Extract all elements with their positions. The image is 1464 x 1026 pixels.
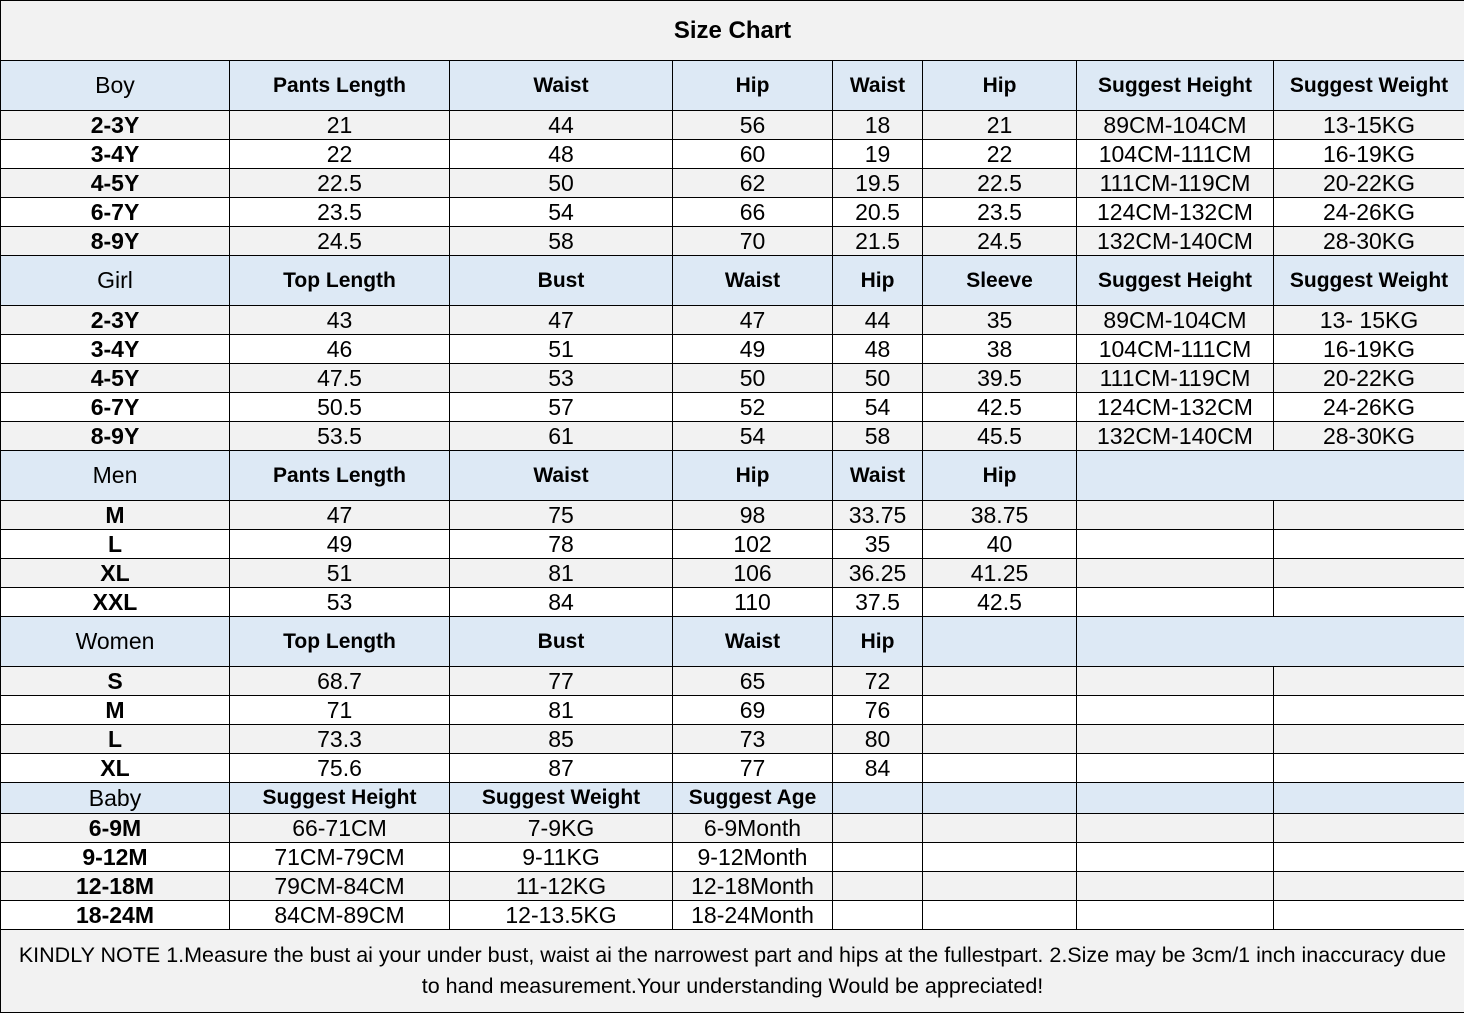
table-cell <box>923 814 1077 843</box>
table-cell: 73 <box>673 725 833 754</box>
table-cell <box>1274 814 1464 843</box>
table-cell: 37.5 <box>833 588 923 617</box>
table-cell: 44 <box>450 111 673 140</box>
table-row <box>1 393 1464 422</box>
size-label: 6-9M <box>1 814 230 843</box>
table-cell <box>1274 725 1464 754</box>
column-header: Bust <box>450 256 673 306</box>
column-header: Suggest Weight <box>450 783 673 814</box>
table-cell <box>1077 754 1274 783</box>
table-row <box>1 667 1464 696</box>
table-cell: 73.3 <box>230 725 450 754</box>
size-label: M <box>1 501 230 530</box>
table-cell <box>833 814 923 843</box>
table-cell: 22 <box>923 140 1077 169</box>
table-cell <box>1274 559 1464 588</box>
table-cell: 104CM-111CM <box>1077 140 1274 169</box>
section-header-row <box>1 256 1464 306</box>
table-cell <box>1077 501 1274 530</box>
table-cell: 35 <box>923 306 1077 335</box>
table-cell: 89CM-104CM <box>1077 306 1274 335</box>
table-cell: 66 <box>673 198 833 227</box>
table-cell: 49 <box>673 335 833 364</box>
table-cell: 54 <box>450 198 673 227</box>
column-header: Hip <box>673 61 833 111</box>
column-header <box>923 783 1077 814</box>
table-cell: 71CM-79CM <box>230 843 450 872</box>
size-label: 18-24M <box>1 901 230 930</box>
table-cell: 84 <box>450 588 673 617</box>
table-cell: 50 <box>833 364 923 393</box>
table-cell: 80 <box>833 725 923 754</box>
table-cell <box>833 901 923 930</box>
table-cell: 68.7 <box>230 667 450 696</box>
column-header: Pants Length <box>230 451 450 501</box>
table-cell <box>1077 696 1274 725</box>
table-cell: 40 <box>923 530 1077 559</box>
table-cell: 77 <box>450 667 673 696</box>
table-cell <box>923 667 1077 696</box>
table-cell: 33.75 <box>833 501 923 530</box>
table-cell: 66-71CM <box>230 814 450 843</box>
table-cell: 18 <box>833 111 923 140</box>
column-header: Sleeve <box>923 256 1077 306</box>
column-header: Hip <box>923 451 1077 501</box>
size-label: XL <box>1 754 230 783</box>
table-cell: 23.5 <box>230 198 450 227</box>
table-cell: 24-26KG <box>1274 198 1464 227</box>
size-label: 6-7Y <box>1 393 230 422</box>
column-header: Waist <box>673 256 833 306</box>
table-cell: 23.5 <box>923 198 1077 227</box>
table-cell <box>833 843 923 872</box>
table-cell: 21.5 <box>833 227 923 256</box>
column-header: Waist <box>673 617 833 667</box>
column-header: Waist <box>450 451 673 501</box>
table-cell: 46 <box>230 335 450 364</box>
column-header: Waist <box>833 451 923 501</box>
table-cell <box>923 725 1077 754</box>
table-cell <box>1077 725 1274 754</box>
table-cell: 42.5 <box>923 393 1077 422</box>
size-label: L <box>1 725 230 754</box>
size-label: XXL <box>1 588 230 617</box>
table-cell: 111CM-119CM <box>1077 169 1274 198</box>
table-cell: 12-13.5KG <box>450 901 673 930</box>
column-header <box>1274 783 1464 814</box>
table-cell: 18-24Month <box>673 901 833 930</box>
table-cell: 104CM-111CM <box>1077 335 1274 364</box>
table-cell <box>1077 814 1274 843</box>
table-row <box>1 111 1464 140</box>
table-cell <box>1077 843 1274 872</box>
table-row <box>1 696 1464 725</box>
table-cell: 21 <box>923 111 1077 140</box>
table-cell: 51 <box>230 559 450 588</box>
column-header: Top Length <box>230 617 450 667</box>
table-cell: 16-19KG <box>1274 140 1464 169</box>
table-cell: 47 <box>230 501 450 530</box>
table-cell: 57 <box>450 393 673 422</box>
table-cell: 38 <box>923 335 1077 364</box>
table-cell: 45.5 <box>923 422 1077 451</box>
column-header: Suggest Age <box>673 783 833 814</box>
table-cell: 81 <box>450 696 673 725</box>
column-header: Suggest Height <box>230 783 450 814</box>
size-label: M <box>1 696 230 725</box>
table-cell: 56 <box>673 111 833 140</box>
column-header: Suggest Weight <box>1274 61 1464 111</box>
table-cell: 75.6 <box>230 754 450 783</box>
column-header: Hip <box>833 617 923 667</box>
table-cell: 22 <box>230 140 450 169</box>
section-title: Baby <box>1 783 230 814</box>
table-cell: 36.25 <box>833 559 923 588</box>
table-cell: 49 <box>230 530 450 559</box>
table-cell: 111CM-119CM <box>1077 364 1274 393</box>
section-header-row <box>1 61 1464 111</box>
table-cell: 38.75 <box>923 501 1077 530</box>
table-cell: 13-15KG <box>1274 111 1464 140</box>
table-cell <box>1274 530 1464 559</box>
table-cell: 69 <box>673 696 833 725</box>
table-cell: 50 <box>450 169 673 198</box>
table-cell: 35 <box>833 530 923 559</box>
column-header: Hip <box>923 61 1077 111</box>
table-cell: 24.5 <box>230 227 450 256</box>
column-header <box>1077 451 1464 501</box>
table-cell: 7-9KG <box>450 814 673 843</box>
table-cell: 98 <box>673 501 833 530</box>
table-cell: 13- 15KG <box>1274 306 1464 335</box>
table-cell: 9-11KG <box>450 843 673 872</box>
table-cell: 54 <box>833 393 923 422</box>
table-cell: 39.5 <box>923 364 1077 393</box>
table-cell <box>923 872 1077 901</box>
table-cell: 11-12KG <box>450 872 673 901</box>
table-cell: 60 <box>673 140 833 169</box>
table-cell: 20-22KG <box>1274 169 1464 198</box>
column-header: Suggest Height <box>1077 256 1274 306</box>
table-cell <box>1274 901 1464 930</box>
table-row <box>1 872 1464 901</box>
size-label: 2-3Y <box>1 111 230 140</box>
table-row <box>1 364 1464 393</box>
table-cell <box>1274 754 1464 783</box>
table-cell: 84 <box>833 754 923 783</box>
table-cell <box>1274 872 1464 901</box>
table-cell: 71 <box>230 696 450 725</box>
table-cell: 65 <box>673 667 833 696</box>
table-row <box>1 588 1464 617</box>
table-cell: 47 <box>673 306 833 335</box>
size-label: 8-9Y <box>1 227 230 256</box>
table-cell: 106 <box>673 559 833 588</box>
size-label: S <box>1 667 230 696</box>
table-cell: 132CM-140CM <box>1077 422 1274 451</box>
table-row <box>1 501 1464 530</box>
size-label: 6-7Y <box>1 198 230 227</box>
section-header-row <box>1 451 1464 501</box>
table-cell: 124CM-132CM <box>1077 393 1274 422</box>
table-cell: 70 <box>673 227 833 256</box>
table-cell: 79CM-84CM <box>230 872 450 901</box>
table-cell: 48 <box>833 335 923 364</box>
table-cell: 81 <box>450 559 673 588</box>
size-label: 12-18M <box>1 872 230 901</box>
table-cell: 85 <box>450 725 673 754</box>
size-label: 3-4Y <box>1 335 230 364</box>
section-title: Women <box>1 617 230 667</box>
size-label: 9-12M <box>1 843 230 872</box>
table-cell: 28-30KG <box>1274 422 1464 451</box>
size-label: 3-4Y <box>1 140 230 169</box>
table-row <box>1 530 1464 559</box>
table-cell <box>1077 588 1274 617</box>
table-cell <box>1077 872 1274 901</box>
table-cell: 12-18Month <box>673 872 833 901</box>
column-header <box>923 617 1077 667</box>
table-row <box>1 169 1464 198</box>
column-header: Waist <box>833 61 923 111</box>
table-cell: 132CM-140CM <box>1077 227 1274 256</box>
table-cell: 20-22KG <box>1274 364 1464 393</box>
table-row <box>1 306 1464 335</box>
table-cell: 43 <box>230 306 450 335</box>
table-cell: 84CM-89CM <box>230 901 450 930</box>
table-cell <box>1274 588 1464 617</box>
table-cell: 47.5 <box>230 364 450 393</box>
table-cell: 50 <box>673 364 833 393</box>
table-cell: 41.25 <box>923 559 1077 588</box>
column-header: Bust <box>450 617 673 667</box>
section-header-row <box>1 617 1464 667</box>
table-cell: 72 <box>833 667 923 696</box>
column-header <box>833 783 923 814</box>
section-title: Men <box>1 451 230 501</box>
table-cell: 50.5 <box>230 393 450 422</box>
column-header: Waist <box>450 61 673 111</box>
column-header: Hip <box>673 451 833 501</box>
table-row <box>1 843 1464 872</box>
table-cell: 61 <box>450 422 673 451</box>
table-cell: 20.5 <box>833 198 923 227</box>
table-cell <box>1274 843 1464 872</box>
table-cell: 42.5 <box>923 588 1077 617</box>
column-header: Pants Length <box>230 61 450 111</box>
table-cell: 47 <box>450 306 673 335</box>
table-cell <box>923 696 1077 725</box>
column-header: Top Length <box>230 256 450 306</box>
table-cell: 9-12Month <box>673 843 833 872</box>
table-row <box>1 335 1464 364</box>
column-header: Hip <box>833 256 923 306</box>
table-cell <box>1077 559 1274 588</box>
size-label: 4-5Y <box>1 169 230 198</box>
table-cell: 44 <box>833 306 923 335</box>
table-cell <box>1077 901 1274 930</box>
table-cell <box>1274 667 1464 696</box>
table-row <box>1 140 1464 169</box>
table-cell: 52 <box>673 393 833 422</box>
table-cell: 19 <box>833 140 923 169</box>
table-row <box>1 422 1464 451</box>
table-cell: 110 <box>673 588 833 617</box>
table-cell: 24-26KG <box>1274 393 1464 422</box>
table-cell: 28-30KG <box>1274 227 1464 256</box>
table-cell: 53 <box>230 588 450 617</box>
size-label: XL <box>1 559 230 588</box>
table-cell: 58 <box>833 422 923 451</box>
table-row <box>1 198 1464 227</box>
table-cell: 78 <box>450 530 673 559</box>
table-cell: 124CM-132CM <box>1077 198 1274 227</box>
table-cell: 24.5 <box>923 227 1077 256</box>
table-cell: 53 <box>450 364 673 393</box>
table-cell: 53.5 <box>230 422 450 451</box>
table-cell: 21 <box>230 111 450 140</box>
table-row <box>1 725 1464 754</box>
table-cell <box>833 872 923 901</box>
table-cell: 75 <box>450 501 673 530</box>
table-cell: 58 <box>450 227 673 256</box>
table-row <box>1 901 1464 930</box>
table-cell <box>1077 667 1274 696</box>
table-cell: 6-9Month <box>673 814 833 843</box>
table-cell <box>923 901 1077 930</box>
table-cell: 51 <box>450 335 673 364</box>
section-header-row <box>1 783 1464 814</box>
chart-title: Size Chart <box>1 1 1464 61</box>
table-cell <box>1274 696 1464 725</box>
table-cell: 54 <box>673 422 833 451</box>
table-cell: 77 <box>673 754 833 783</box>
table-cell: 89CM-104CM <box>1077 111 1274 140</box>
table-row <box>1 227 1464 256</box>
table-cell <box>1077 530 1274 559</box>
table-cell: 87 <box>450 754 673 783</box>
table-cell <box>923 754 1077 783</box>
table-cell <box>1274 501 1464 530</box>
table-cell: 48 <box>450 140 673 169</box>
table-cell: 76 <box>833 696 923 725</box>
table-cell: 19.5 <box>833 169 923 198</box>
table-row <box>1 814 1464 843</box>
section-title: Boy <box>1 61 230 111</box>
table-cell: 62 <box>673 169 833 198</box>
kindly-note: KINDLY NOTE 1.Measure the bust ai your under bust, waist ai the narrowest part and hips at the fullestpart. 2.Size may be 3cm/1 inch inaccuracy due to hand measurement.Your understanding Would be appreciated! <box>1 930 1464 1013</box>
column-header: Suggest Weight <box>1274 256 1464 306</box>
section-title: Girl <box>1 256 230 306</box>
size-label: 4-5Y <box>1 364 230 393</box>
table-row <box>1 754 1464 783</box>
table-cell: 22.5 <box>230 169 450 198</box>
table-cell: 16-19KG <box>1274 335 1464 364</box>
table-cell: 22.5 <box>923 169 1077 198</box>
size-label: 8-9Y <box>1 422 230 451</box>
table-cell <box>923 843 1077 872</box>
size-label: 2-3Y <box>1 306 230 335</box>
column-header: Suggest Height <box>1077 61 1274 111</box>
column-header <box>1077 783 1274 814</box>
size-label: L <box>1 530 230 559</box>
table-row <box>1 559 1464 588</box>
column-header <box>1077 617 1464 667</box>
table-cell: 102 <box>673 530 833 559</box>
